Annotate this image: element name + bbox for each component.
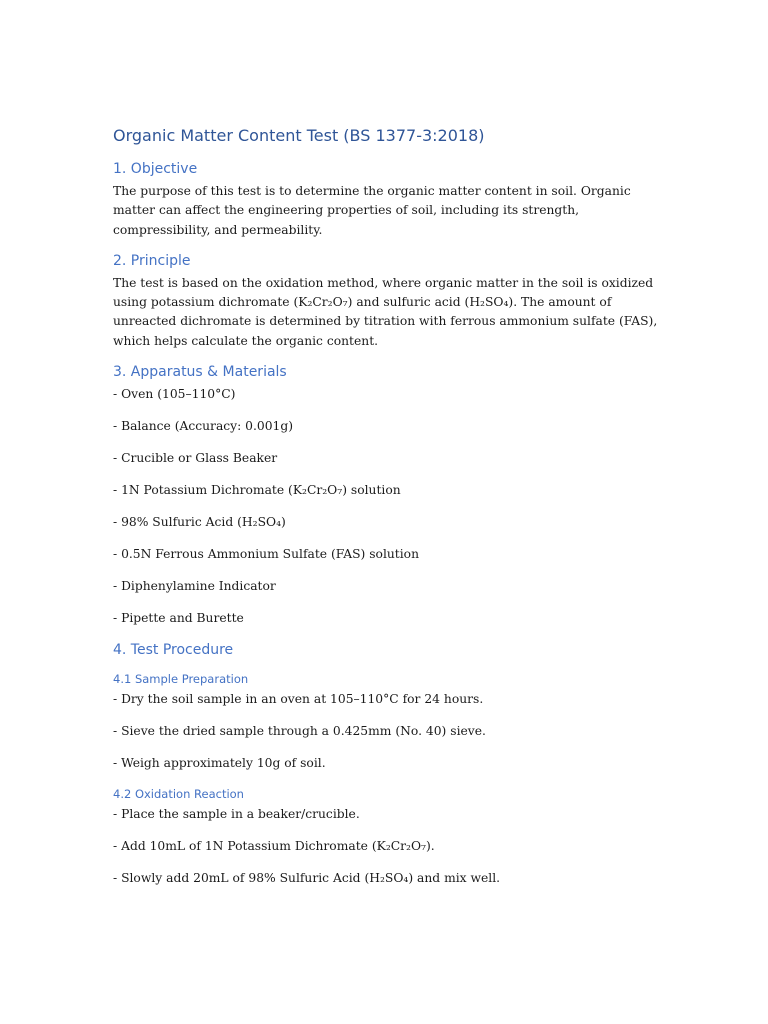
list-item: - Oven (105–110°C)	[113, 387, 236, 402]
sample-preparation-heading: 4.1 Sample Preparation	[113, 671, 249, 686]
list-item: - Crucible or Glass Beaker	[113, 451, 278, 466]
objective-heading: 1. Objective	[113, 161, 198, 177]
apparatus-heading: 3. Apparatus & Materials	[113, 364, 287, 381]
oxidation-reaction-heading: 4.2 Oxidation Reaction	[113, 786, 244, 801]
list-item: - Weigh approximately 10g of soil.	[113, 755, 326, 770]
list-item: - Add 10mL of 1N Potassium Dichromate (K₂Cr₂O₇).	[113, 838, 435, 853]
list-item: - Slowly add 20mL of 98% Sulfuric Acid (H₂SO₄) and mix well.	[113, 870, 501, 885]
procedure-heading: 4. Test Procedure	[113, 641, 234, 658]
list-item: - Sieve the dried sample through a 0.425mm (No. 40) sieve.	[113, 723, 486, 738]
objective-text: The purpose of this test is to determine the organic matter content in soil. Organic matter can affect the engineering properties of soil, including its strength, compressibility, and permeability.	[113, 184, 631, 237]
document-title: Organic Matter Content Test (BS 1377-3:2018)	[113, 126, 485, 145]
list-item: - 98% Sulfuric Acid (H₂SO₄)	[113, 515, 286, 530]
principle-text: The test is based on the oxidation method, where organic matter in the soil is oxidized using potassium dichromate (K₂Cr₂O₇) and sulfuric acid (H₂SO₄). The amount of unreacted dichromate is determined by titration with ferrous ammonium sulfate (FAS), which helps calculate the organic content.	[113, 275, 658, 348]
principle-heading: 2. Principle	[113, 252, 191, 269]
document-page	[113, 126, 673, 901]
sample-preparation-list	[113, 690, 673, 773]
list-item: - Place the sample in a beaker/crucible.	[113, 806, 360, 821]
list-item: - Diphenylamine Indicator	[113, 578, 276, 593]
oxidation-reaction-list	[113, 805, 673, 888]
list-item: - Balance (Accuracy: 0.001g)	[113, 419, 294, 434]
list-item: - Pipette and Burette	[113, 610, 244, 625]
list-item: - 0.5N Ferrous Ammonium Sulfate (FAS) solution	[113, 547, 419, 561]
apparatus-list	[113, 385, 673, 628]
list-item: - Dry the soil sample in an oven at 105–110°C for 24 hours.	[113, 691, 484, 706]
list-item: - 1N Potassium Dichromate (K₂Cr₂O₇) solution	[113, 483, 401, 498]
